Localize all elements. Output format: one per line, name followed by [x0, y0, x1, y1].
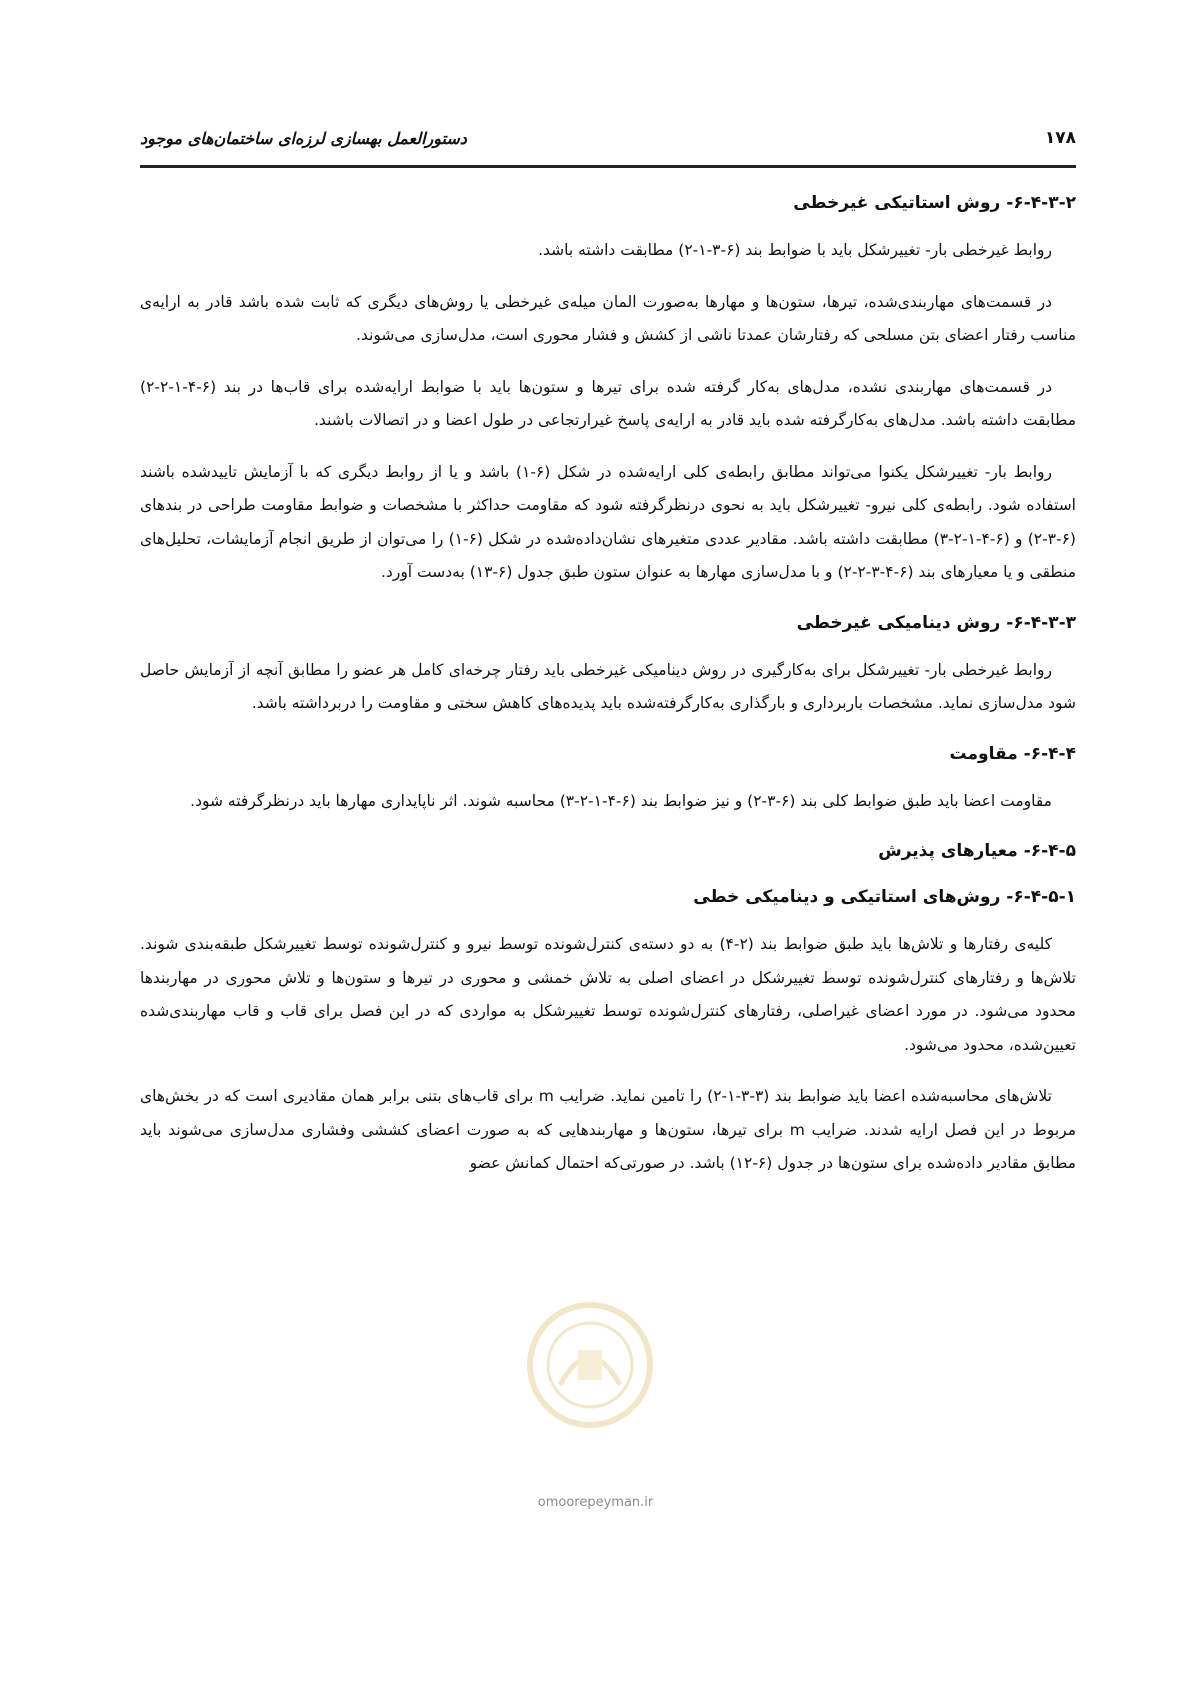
- watermark-url: omoorepeyman.ir: [537, 1495, 654, 1510]
- paragraph: کلیه‌ی رفتارها و تلاش‌ها باید طبق ضوابط بند (۲-۴) به دو دسته‌ی کنترل‌شونده توسط نیرو و کنترل‌شونده توسط تغییرشکل طبقه‌بندی شوند. تلاش‌ها و رفتارهای کنترل‌شونده توسط تغییرشکل در اعضای اصلی به تلاش خمشی و محوری در تیرها و ستون‌ها و تلاش محوری در مهاربندها محدود می‌شود. در مورد اعضای غیراصلی، رفتارهای کنترل‌شونده توسط تغییرشکل به مواردی که در این فصل برای قاب و قاب مهاربندی‌شده تعیین‌شده، محدود می‌شود.: [140, 935, 1076, 1054]
- paragraph: مقاومت اعضا باید طبق ضوابط کلی بند (۶-۳-۲) و نیز ضوابط بند (۶-۴-۱-۲-۳) محاسبه شوند. اثر ناپایداری مهارها باید درنظرگرفته شود.: [190, 791, 1052, 810]
- running-title: دستورالعمل بهسازی لرزه‌ای ساختمان‌های موجود: [140, 128, 467, 148]
- page-number: ۱۷۸: [1044, 128, 1076, 148]
- section-heading: ۶-۴-۵-۱- روش‌های استاتیکی و دینامیکی خطی: [693, 887, 1076, 907]
- section-heading: ۶-۴-۵- معیارهای پذیرش: [878, 841, 1076, 861]
- paragraph: روابط غیرخطی بار- تغییرشکل برای به‌کارگیری در روش دینامیکی غیرخطی باید رفتار چرخه‌ای کامل هر عضو را مطابق آنچه از آزمایش حاصل شود مدل‌سازی نماید. مشخصات باربرداری و بارگذاری به‌کارگرفته‌شده باید پدیده‌های کاهش سختی و مقاومت را دربرداشته باشد.: [140, 660, 1076, 712]
- watermark-logo-icon: [490, 1290, 690, 1460]
- page-content: [140, 188, 1076, 1199]
- section-linear-methods: [140, 882, 1076, 1181]
- paragraph: در قسمت‌های مهاربندی نشده، مدل‌های به‌کار گرفته شده برای تیرها و ستون‌ها باید با ضوابط ارایه‌شده برای قاب‌ها در بند (۶-۴-۱-۲-۲) مطابقت داشته باشد. مدل‌های به‌کارگرفته شده باید قادر به ارایه‌ی پاسخ غیرارتجاعی در طول اعضا و در اتصالات باشند.: [140, 377, 1076, 429]
- paragraph: تلاش‌های محاسبه‌شده اعضا باید ضوابط بند (۳-۳-۱-۲) را تامین نماید. ضرایب m برای قاب‌های بتنی برابر همان مقادیری است که در بخش‌های مربوط در این فصل ارایه شدند. ضرایب m برای تیرها، ستون‌ها و مهاربندهایی که به صورت اعضای کششی وفشاری مدل‌سازی می‌شوند باید مطابق مقادیر داده‌شده برای ستون‌ها در جدول (۶-۱۲) باشد. در صورتی‌که احتمال کمانش عضو: [140, 1087, 1076, 1172]
- section-acceptance-criteria: [140, 836, 1076, 866]
- section-heading: ۶-۴-۳-۲- روش استاتیکی غیرخطی: [793, 193, 1076, 213]
- page-header: [140, 128, 1076, 148]
- header-rule: [140, 165, 1076, 168]
- paragraph: روابط غیرخطی بار- تغییرشکل باید با ضوابط بند (۶-۳-۱-۲) مطابقت داشته باشد.: [538, 241, 1052, 259]
- section-strength: [140, 739, 1076, 819]
- section-static-nonlinear: [140, 188, 1076, 590]
- section-heading: ۶-۴-۴- مقاومت: [949, 743, 1076, 764]
- section-dynamic-nonlinear: [140, 608, 1076, 721]
- paragraph: در قسمت‌های مهاربندی‌شده، تیرها، ستون‌ها و مهارها به‌صورت المان میله‌ی غیرخطی یا روش‌های دیگری که ثابت شده باشد قادر به ارایه‌ی مناسب رفتار اعضای بتن مسلحی که رفتارشان عمدتا ناشی از کشش و فشار محوری است، مدل‌سازی می‌شوند.: [140, 292, 1076, 344]
- paragraph: روابط بار- تغییرشکل یکنوا می‌تواند مطابق رابطه‌ی کلی ارایه‌شده در شکل (۶-۱) باشد و یا از روابط دیگری که با آزمایش تاییدشده باشند استفاده شود. رابطه‌ی کلی نیرو- تغییرشکل باید به نحوی درنظرگرفته شود که مقاومت حداکثر با مشخصات و ضوابط مقاومت طراحی در بندهای (۶-۳-۲) و (۶-۴-۱-۲-۳) مطابقت داشته باشد. مقادیر عددی متغیرهای نشان‌داده‌شده در شکل (۶-۱) را می‌توان از طریق انجام آزمایشات، تحلیل‌های منطقی و یا معیارهای بند (۶-۴-۳-۲-۲) و با مدل‌سازی مهارها به عنوان ستون طبق جدول (۶-۱۳) به‌دست آورد.: [140, 462, 1076, 581]
- section-heading: ۶-۴-۳-۳- روش دینامیکی غیرخطی: [796, 612, 1076, 633]
